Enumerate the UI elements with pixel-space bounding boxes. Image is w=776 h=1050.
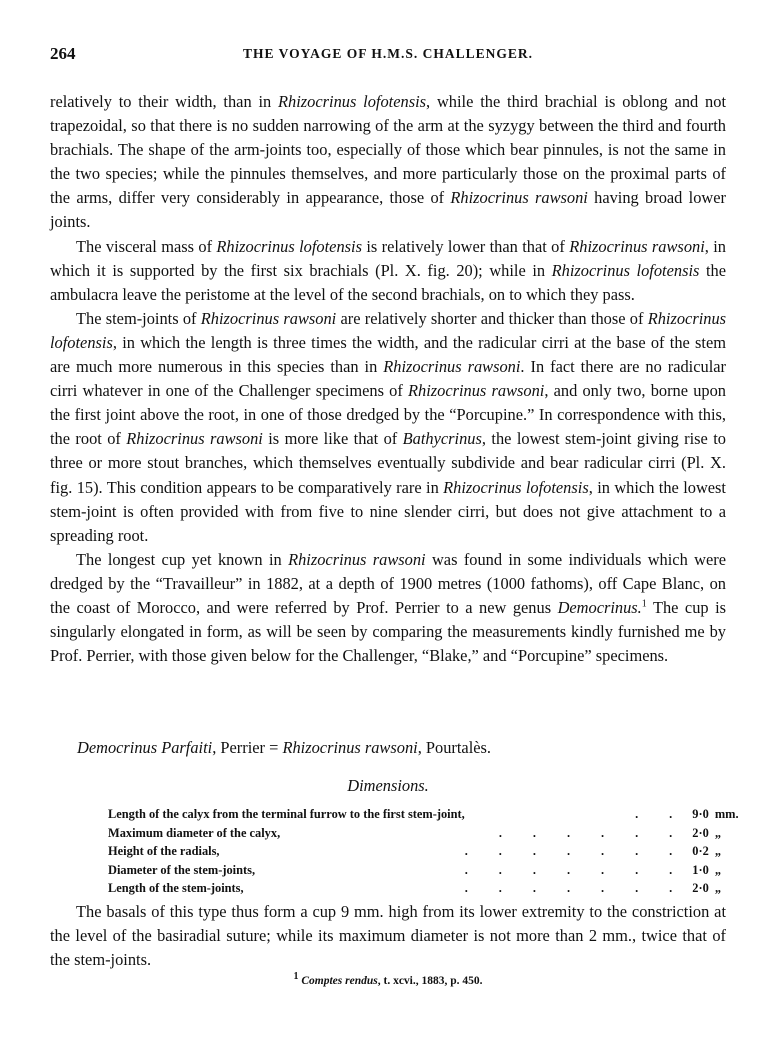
page-number: 264 xyxy=(50,44,76,63)
dimension-row xyxy=(108,879,739,898)
dimension-unit: „ xyxy=(714,825,722,840)
text-run: The visceral mass of xyxy=(76,236,217,256)
dot-leader: . . . . . . xyxy=(498,825,673,840)
text-run: , Pourtalès. xyxy=(417,738,491,757)
dimension-row xyxy=(108,824,739,843)
text-run: The basals of this type thus form a cup 9 mm. high from its lower extremity to the constriction at the level of the basiradial suture; while its maximum diameter is not more than 2 mm., twice that of the stem-joints. xyxy=(50,902,726,970)
dimension-unit: mm. xyxy=(714,807,739,821)
dimension-unit: „ xyxy=(714,862,722,877)
text-run: , in which the lowest stem-joint is often provided with from five to nine slender cirri, but does not give attachment to a spreading root. xyxy=(50,477,726,545)
italic-text: Rhizocrinus rawsoni xyxy=(383,357,521,377)
dimension-unit: „ xyxy=(714,844,722,859)
dimension-value: 2·0 xyxy=(692,881,709,896)
text-run: are relatively shorter and thicker than those of xyxy=(336,308,648,328)
footnote-marker: 1 xyxy=(641,598,647,610)
dimension-row xyxy=(108,842,739,861)
italic-text: Rhizocrinus rawsoni xyxy=(282,738,418,757)
text-run: The stem-joints of xyxy=(76,308,201,328)
text-run: , and only two, borne upon the first joint above the root, in one of those dredged by the “Porcupine.” In correspondence with this, the root of xyxy=(50,381,726,449)
text-run: relatively to their width, than in xyxy=(50,92,279,111)
dot-leader: . . . . . . . xyxy=(464,844,673,859)
dimension-row xyxy=(108,861,739,880)
text-run: is more like that of xyxy=(262,429,403,449)
text-run: , in which it is supported by the first six brachials (Pl. X. fig. 20); while in xyxy=(50,236,726,280)
italic-text: Bathycrinus xyxy=(402,429,482,449)
text-run: the ambulacra leave the peristome at the level of the second brachials, on to which they pass. xyxy=(50,260,726,304)
italic-text: Rhizocrinus rawsoni xyxy=(408,381,545,401)
species-caption xyxy=(77,736,737,760)
text-run: is relatively lower than that of xyxy=(361,236,570,256)
italic-text: Rhizocrinus lofotensis xyxy=(216,236,362,256)
body-text xyxy=(50,90,726,668)
dimension-value: 1·0 xyxy=(692,862,709,877)
dimension-unit: „ xyxy=(714,881,722,896)
italic-text: Rhizocrinus lofotensis xyxy=(50,308,727,352)
text-run: . In fact there are no radicular cirri whatever in one of the Challenger specimens of xyxy=(50,357,726,401)
text-run: , the lowest stem-joint giving rise to three or more stout branches, which themselves eventually subdivide and bear radicular cirri (Pl. X. fig. 15). This condition appears to be comparatively rare in xyxy=(50,429,726,497)
italic-text: Rhizocrinus rawsoni xyxy=(288,549,426,569)
dimension-label: Maximum diameter of the calyx, xyxy=(108,825,281,840)
italic-text: Rhizocrinus rawsoni xyxy=(126,429,263,449)
italic-text: Comptes rendus xyxy=(301,975,378,987)
italic-text: Rhizocrinus rawsoni xyxy=(200,308,337,328)
text-run: , in which the length is three times the width, and the radicular cirri at the base of the stem are much more numerous in this species than in xyxy=(50,332,726,377)
closing-text xyxy=(50,900,726,973)
italic-text: Rhizocrinus rawsoni xyxy=(450,188,588,208)
text-run: , Perrier = xyxy=(212,738,283,757)
italic-text: Democrinus Parfaiti xyxy=(77,738,213,757)
page-header xyxy=(50,44,726,66)
text-run: having broad lower joints. xyxy=(50,188,726,232)
text-run: , t. xcvi., 1883, p. 450. xyxy=(377,975,483,987)
dimension-row xyxy=(108,805,739,824)
running-title: THE VOYAGE OF H.M.S. CHALLENGER. xyxy=(242,46,534,61)
dimension-value: 2·0 xyxy=(692,825,709,840)
paragraph xyxy=(50,548,726,668)
text-run: The cup is singularly elongated in form, as will be seen by comparing the measurements kindly furnished me by Prof. Perrier, with those given below for the Challenger, “Blake,” and “Porcupine” specimens. xyxy=(50,597,726,666)
italic-text: Rhizocrinus lofotensis xyxy=(278,92,427,111)
dimension-label: Length of the stem-joints, xyxy=(108,881,244,896)
italic-text: Rhizocrinus rawsoni xyxy=(569,236,705,256)
italic-text: Democrinus. xyxy=(557,597,642,617)
italic-text: Rhizocrinus lofotensis xyxy=(443,477,589,497)
paragraph xyxy=(50,900,726,973)
dimension-label: Length of the calyx from the terminal furrow to the first stem-joint, xyxy=(108,807,465,821)
dimensions-table xyxy=(108,805,739,898)
paragraph xyxy=(50,90,726,235)
footnote xyxy=(0,971,776,987)
dimension-value: 9·0 xyxy=(692,807,709,821)
dimension-value: 0·2 xyxy=(692,844,709,859)
paragraph xyxy=(50,235,726,307)
dimensions-title: Dimensions. xyxy=(347,776,429,795)
dimension-label: Height of the radials, xyxy=(108,844,220,859)
text-run: was found in some individuals which were dredged by the “Travailleur” in 1882, at a depth of 1900 metres (1000 fathoms), off Cape Blanc, on the coast of Morocco, and were referred by Prof. Perrier to a new genus xyxy=(50,549,726,617)
footnote-marker: 1 xyxy=(293,971,299,983)
dimension-label: Diameter of the stem-joints, xyxy=(108,862,256,877)
italic-text: Rhizocrinus lofotensis xyxy=(551,260,700,280)
dot-leader: . . . . . . . xyxy=(464,862,673,877)
dot-leader: . . . . . . . xyxy=(464,881,673,896)
paragraph xyxy=(50,307,726,548)
text-run: , while the third brachial is oblong and not trapezoidal, so that there is no sudden narrowing of the arm at the syzygy between the third and fourth brachials. The shape of the arm-joints too, especially of those which bear pinnules, is not the same in the two species; while the pinnules themselves, and more particularly those on the proximal parts of the arms, differ very considerably in appearance, those of xyxy=(50,92,726,208)
dot-leader: . . xyxy=(635,807,673,821)
text-run: The longest cup yet known in xyxy=(76,549,289,569)
